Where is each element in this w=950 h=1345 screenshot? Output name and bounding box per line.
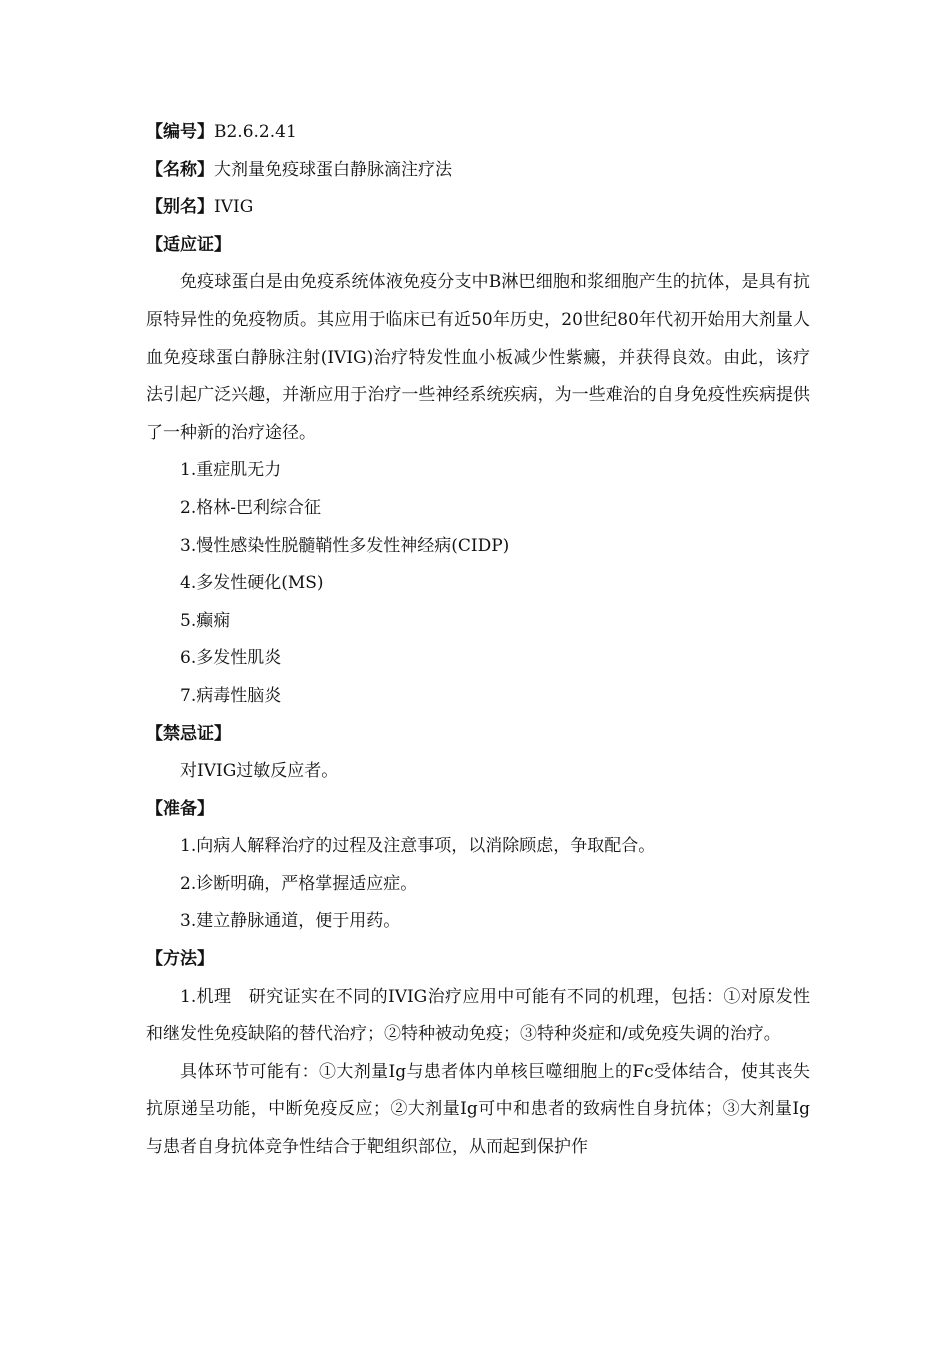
indication-item-2: 2.格林-巴利综合征 bbox=[180, 497, 321, 518]
method-details-paragraph: 具体环节可能有：①大剂量Ig与患者体内单核巨噬细胞上的Fc受体结合，使其丧失抗原递呈功能，中断免疫反应；②大剂量Ig可中和患者的致病性自身抗体；③大剂量Ig与患者自身抗体竞争性结合于靶组织部位，从而起到保护作 bbox=[146, 1061, 810, 1158]
preparation-item-1: 1.向病人解释治疗的过程及注意事项，以消除顾虑，争取配合。 bbox=[180, 836, 656, 857]
alias-label: 【别名】 bbox=[146, 197, 214, 218]
method-mechanism-paragraph: 1.机理 研究证实在不同的IVIG治疗应用中可能有不同的机理，包括：①对原发性和继发性免疫缺陷的替代治疗；②特种被动免疫；③特种炎症和/或免疫失调的治疗。 bbox=[146, 986, 810, 1045]
indications-heading: 【适应证】 bbox=[146, 234, 231, 255]
alias-value: IVIG bbox=[214, 197, 254, 218]
indication-item-4: 4.多发性硬化(MS) bbox=[180, 573, 324, 594]
code-label: 【编号】 bbox=[146, 122, 214, 142]
indication-item-7: 7.病毒性脑炎 bbox=[180, 685, 282, 706]
alias-line bbox=[146, 189, 810, 227]
indication-item-1: 1.重症肌无力 bbox=[180, 460, 282, 481]
document-page bbox=[146, 114, 810, 1167]
indications-intro: 免疫球蛋白是由免疫系统体液免疫分支中B淋巴细胞和浆细胞产生的抗体，是具有抗原特异性的免疫物质。其应用于临床已有近50年历史，20世纪80年代初开始用大剂量人血免疫球蛋白静脉注射(IVIG)治疗特发性血小板减少性紫癜，并获得良效。由此，该疗法引起广泛兴趣，并渐应用于治疗一些神经系统疾病，为一些难治的自身免疫性疾病提供了一种新的治疗途径。 bbox=[146, 272, 810, 443]
code-line bbox=[146, 114, 810, 152]
preparation-item-2: 2.诊断明确，严格掌握适应症。 bbox=[180, 873, 418, 894]
indication-item-3: 3.慢性感染性脱髓鞘性多发性神经病(CIDP) bbox=[180, 535, 510, 556]
contraindications-text: 对IVIG过敏反应者。 bbox=[180, 761, 339, 782]
name-label: 【名称】 bbox=[146, 159, 214, 180]
preparation-heading: 【准备】 bbox=[146, 798, 214, 819]
method-heading: 【方法】 bbox=[146, 949, 214, 970]
name-line bbox=[146, 152, 810, 190]
indication-item-6: 6.多发性肌炎 bbox=[180, 648, 282, 669]
indication-item-5: 5.癫痫 bbox=[180, 610, 231, 631]
preparation-item-3: 3.建立静脉通道，便于用药。 bbox=[180, 911, 401, 932]
contraindications-heading: 【禁忌证】 bbox=[146, 723, 231, 744]
name-value: 大剂量免疫球蛋白静脉滴注疗法 bbox=[214, 159, 452, 180]
code-value: B2.6.2.41 bbox=[214, 122, 297, 142]
